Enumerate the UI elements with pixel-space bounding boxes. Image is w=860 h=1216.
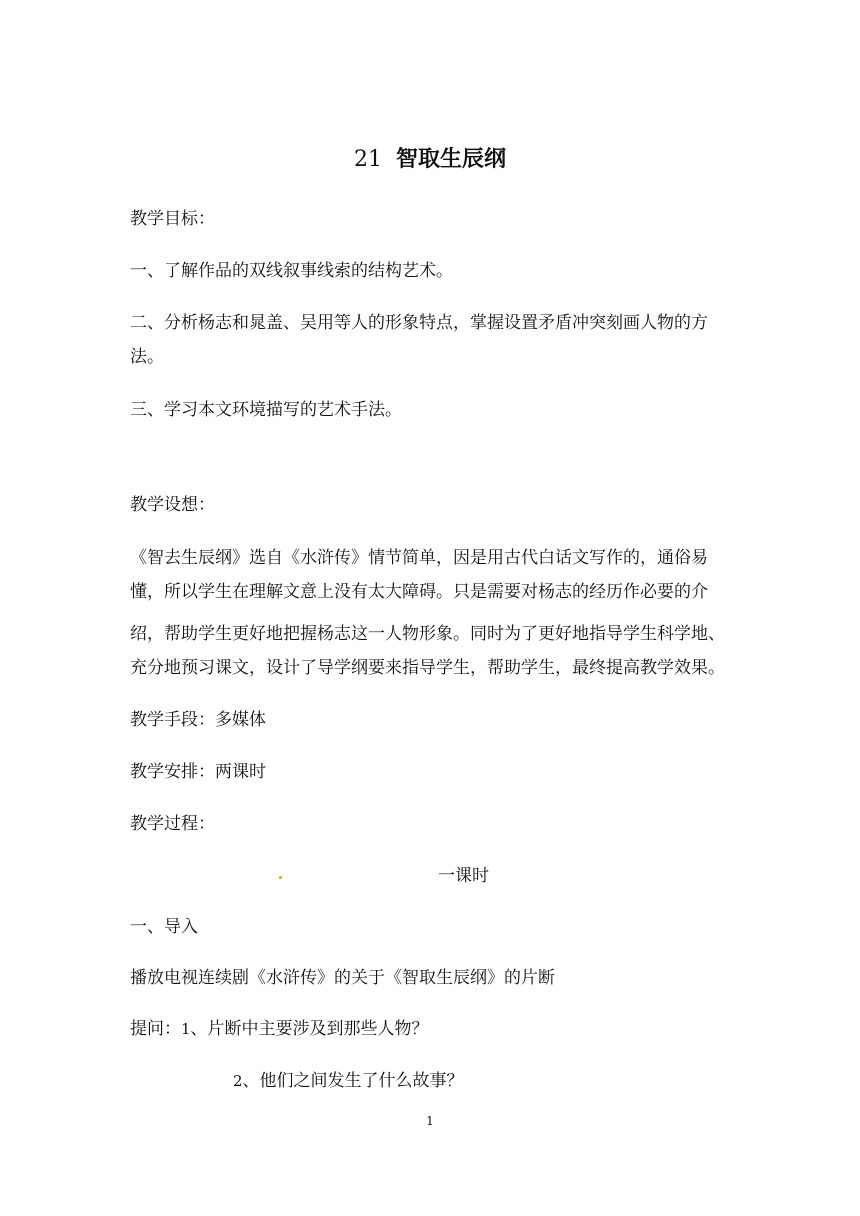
lesson-title: 智取生辰纲 <box>395 147 506 172</box>
question-2 <box>233 1069 464 1093</box>
concept-line-1: 《智去生辰纲》选自《水浒传》情节简单，因是用古代白话文写作的，通俗易 <box>130 548 708 568</box>
page-number: 1 <box>426 1114 434 1128</box>
page-title <box>0 145 860 175</box>
objectives-heading: 教学目标： <box>130 209 215 229</box>
intro-heading: 一、导入 <box>130 917 198 937</box>
question-2-number: 2 <box>233 1072 243 1090</box>
intro-text: 播放电视连续剧《水浒传》的关于《智取生辰纲》的片断 <box>130 968 555 988</box>
stray-mark <box>279 876 282 879</box>
concept-line-3: 绍，帮助学生更好地把握杨志这一人物形象。同时为了更好地指导学生科学地、 <box>130 624 725 644</box>
teaching-process: 教学过程： <box>130 814 215 834</box>
objective-item-2: 二、分析杨志和晁盖、吴用等人的形象特点，掌握设置矛盾冲突刻画人物的方 <box>130 313 708 333</box>
objective-item-2-cont: 法。 <box>130 347 164 367</box>
question-1 <box>130 1017 429 1041</box>
concept-heading: 教学设想： <box>130 495 215 515</box>
concept-line-2: 懂，所以学生在理解文意上没有太大障碍。只是需要对杨志的经历作必要的介 <box>130 582 708 602</box>
question-1-text: 、片断中主要涉及到那些人物？ <box>190 1019 429 1039</box>
teaching-means: 教学手段：多媒体 <box>130 710 266 730</box>
teaching-arrangement: 教学安排：两课时 <box>130 762 266 782</box>
objective-item-3: 三、学习本文环境描写的艺术手法。 <box>130 400 402 420</box>
question-1-number: 1 <box>181 1020 191 1038</box>
lesson-number: 21 <box>353 147 382 172</box>
question-2-text: 、他们之间发生了什么故事？ <box>242 1071 464 1091</box>
concept-line-4: 充分地预习课文，设计了导学纲要来指导学生，帮助学生，最终提高教学效果。 <box>130 658 725 678</box>
objective-item-1: 一、了解作品的双线叙事线索的结构艺术。 <box>130 261 453 281</box>
question-prefix: 提问： <box>130 1019 181 1039</box>
lesson-session: 一课时 <box>438 866 489 886</box>
